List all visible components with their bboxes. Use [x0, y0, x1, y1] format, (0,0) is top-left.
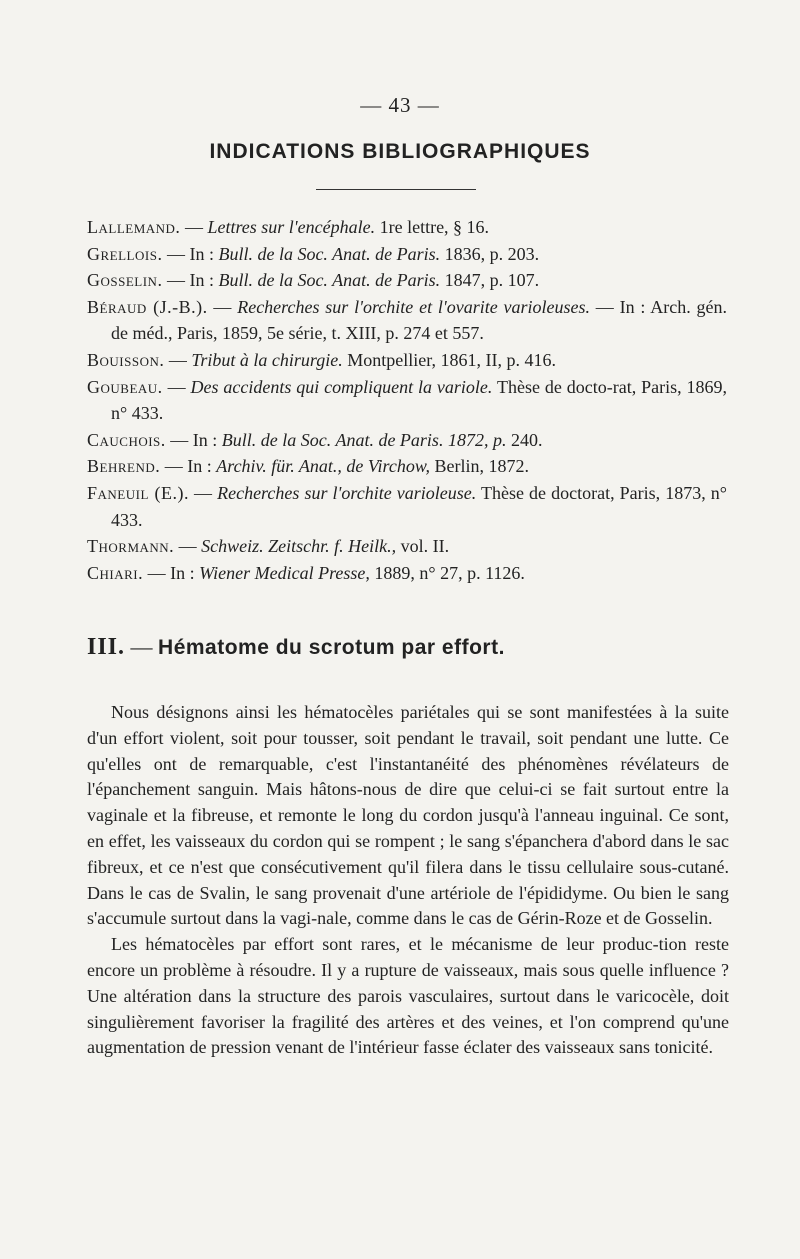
bib-details: 1836, p. 203.: [440, 243, 540, 264]
bib-details: 240.: [506, 429, 543, 450]
paragraph: Les hématocèles par effort sont rares, et le mécanisme de leur produc-tion reste encore un problème à résoudre. Il y a rupture de vaisseaux, mais sous quelle influence ? Une altération dans la structure des parois vasculaires, surtout dans le varicocèle, doit singulièrement favoriser la fragilité des artères et des veines, et l'on comprend qu'une augmentation de pression venant de l'intérieur fasse éclater des vaisseaux sans tonicité.: [87, 934, 729, 1058]
bib-details: Berlin, 1872.: [430, 456, 530, 477]
bib-title: Bull. de la Soc. Anat. de Paris.: [218, 270, 441, 291]
bib-entry: [87, 241, 727, 268]
bib-title: Des accidents qui compliquent la variole.: [190, 376, 493, 397]
bib-details: Montpellier, 1861, II, p. 416.: [342, 349, 556, 370]
bib-author: Faneuil (E.).: [87, 482, 189, 503]
bib-author: Behrend.: [87, 456, 161, 477]
bib-entry: [87, 374, 727, 427]
bib-details: Thèse de doctorat, Paris, 1873, n° 433.: [111, 482, 727, 530]
bib-separator: — In :: [162, 270, 219, 291]
bib-title: Archiv. für. Anat., de Virchow,: [216, 456, 431, 477]
page-title: INDICATIONS BIBLIOGRAPHIQUES: [209, 140, 591, 163]
bib-details: Thèse de docto-rat, Paris, 1869, n° 433.: [111, 376, 727, 424]
bib-title: Recherches sur l'orchite et l'ovarite varioleuses.: [237, 296, 590, 317]
paragraph: Nous désignons ainsi les hématocèles pariétales qui se sont manifestées à la suite d'un effort violent, soit pour tousser, soit pendant le travail, soit pendant une lutte. Ce qu'elles ont de remarquable, c'est l'instantanéité des phénomènes révélateurs de l'épanchement sanguin. Mais hâtons-nous de dire que celui-ci se fait surtout entre la vaginale et la fibreuse, et remonte le long du cordon jusqu'à l'anneau inguinal. Ce sont, en effet, les vaisseaux du cordon qui se rompent ; le sang s'épanchera d'abord dans le sac fibreux, et ce n'est que consécutivement qu'il filera dans le tissu cellulaire sous-cutané. Dans le cas de Svalin, le sang provenait d'une artériole de l'épididyme. Ou bien le sang s'accumule surtout dans la vagi-nale, comme dans le cas de Gérin-Roze et de Gosselin.: [87, 702, 729, 929]
bib-entry: [87, 533, 727, 560]
bib-separator: — In :: [143, 562, 200, 583]
bib-separator: —: [180, 217, 208, 237]
bib-author: Goubeau.: [87, 376, 163, 397]
bib-details: 1re lettre, § 16.: [375, 217, 490, 237]
bib-author: Bouisson.: [87, 349, 165, 370]
bib-entry: [87, 560, 727, 587]
bib-entry: [87, 480, 727, 533]
bib-entry: [87, 427, 727, 454]
bib-title: Bull. de la Soc. Anat. de Paris.: [218, 243, 441, 264]
section-title: Hématome du scrotum par effort.: [158, 636, 505, 659]
bib-author: Cauchois.: [87, 429, 166, 450]
bib-details: 1847, p. 107.: [440, 270, 540, 291]
bib-separator: — In :: [162, 243, 219, 264]
bib-details: vol. II.: [396, 536, 450, 557]
bib-author: Thormann.: [87, 536, 175, 557]
section-heading: [87, 634, 727, 661]
bib-separator: — In :: [165, 429, 222, 450]
bib-author: Grellois.: [87, 243, 163, 264]
bibliography-list: [87, 214, 727, 586]
bib-details: — In : Arch. gén. de méd., Paris, 1859, 5e série, t. XIII, p. 274 et 557.: [111, 296, 727, 344]
bib-entry: [87, 267, 727, 294]
title-divider: [316, 189, 476, 190]
bib-author: Lallemand.: [87, 217, 181, 237]
body-text: [87, 700, 729, 1061]
bib-author: Béraud (J.-B.).: [87, 296, 208, 317]
bib-entry: [87, 294, 727, 347]
bib-entry: [87, 453, 727, 480]
bib-title: Wiener Medical Presse,: [199, 562, 370, 583]
bib-separator: —: [188, 482, 218, 503]
bib-title: Recherches sur l'orchite varioleuse.: [217, 482, 477, 503]
bib-details: 1889, n° 27, p. 1126.: [369, 562, 525, 583]
bib-title: Lettres sur l'encéphale.: [207, 217, 376, 237]
section-dash: —: [125, 634, 159, 659]
bib-entry: [87, 347, 727, 374]
section-number: III.: [87, 634, 126, 660]
bib-author: Chiari.: [87, 562, 144, 583]
bib-title: Schweiz. Zeitschr. f. Heilk.,: [201, 536, 397, 557]
bib-entry: [87, 214, 727, 241]
bib-author: Gosselin.: [87, 270, 163, 291]
bib-title: Tribut à la chirurgie.: [191, 349, 343, 370]
bib-separator: —: [164, 349, 192, 370]
bib-separator: —: [207, 296, 238, 317]
bib-separator: —: [162, 376, 191, 397]
bib-separator: —: [174, 536, 202, 557]
bib-separator: — In :: [160, 456, 217, 477]
page-number: — 43 —: [360, 93, 440, 117]
bib-title: Bull. de la Soc. Anat. de Paris. 1872, p.: [221, 429, 507, 450]
